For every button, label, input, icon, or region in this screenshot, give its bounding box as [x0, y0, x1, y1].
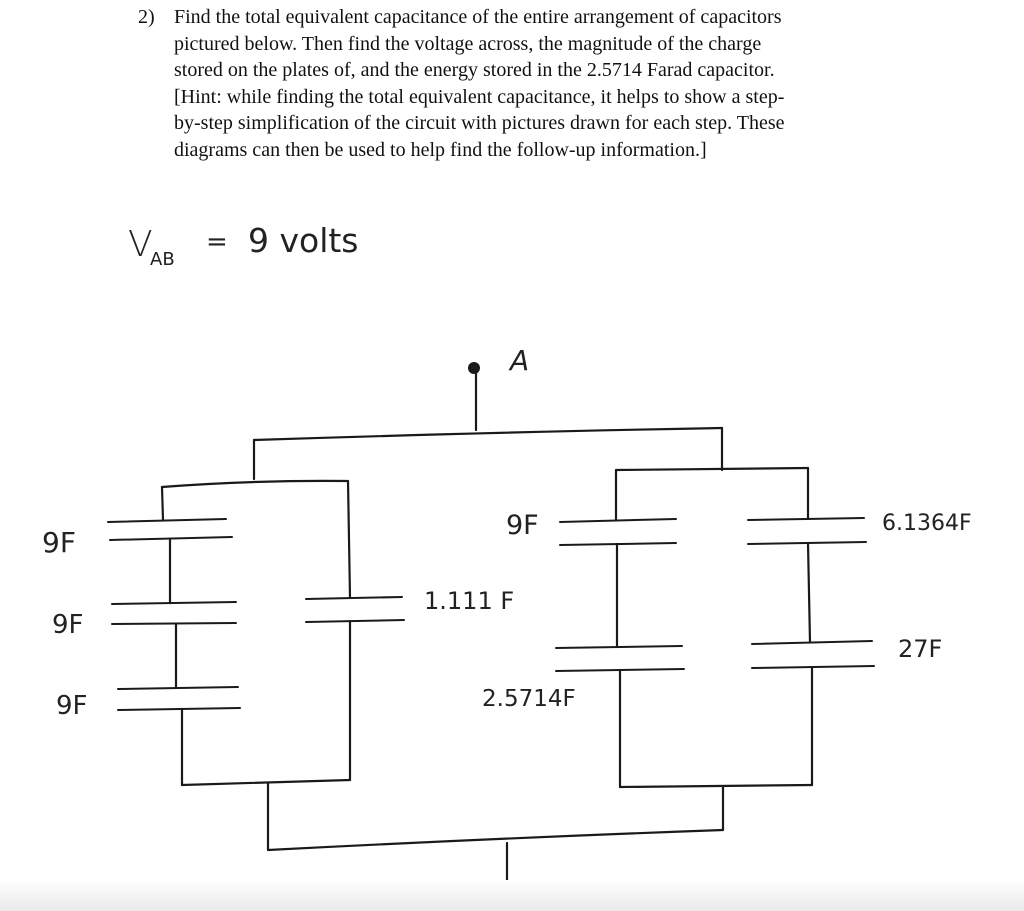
problem-line-4: [Hint: while finding the total equivalent capacitance, it helps to show a step-	[174, 85, 785, 108]
right-block-top	[616, 468, 808, 470]
terminal-a-label: A	[510, 344, 530, 377]
circuit-wires	[162, 371, 812, 883]
given-voltage	[128, 221, 359, 270]
problem-line-5: by-step simplification of the circuit with pictures drawn for each step. These	[174, 112, 785, 134]
voltage-symbol: V	[128, 224, 153, 265]
middle-cap-top-lead	[348, 481, 350, 597]
wire-top	[254, 428, 722, 440]
right-chain-lead	[808, 543, 810, 642]
capacitor-left-mid	[112, 602, 236, 624]
terminal-a-dot	[468, 362, 480, 374]
problem-line-1: Find the total equivalent capacitance of the entire arrangement of capacitors	[174, 6, 782, 28]
label-center-top: 9F	[506, 510, 539, 541]
problem-number: 2)	[138, 6, 155, 28]
capacitor-right-top	[748, 518, 866, 544]
capacitor-left-bot	[118, 687, 240, 710]
capacitor-center-top	[560, 519, 676, 545]
wire-bottom	[268, 830, 723, 850]
left-block-top	[162, 481, 348, 487]
voltage-value: 9 volts	[248, 221, 359, 260]
right-block-bottom	[620, 785, 812, 787]
label-left-top: 9F	[42, 526, 76, 559]
label-middle: 1.111 F	[424, 587, 515, 615]
problem-line-6: diagrams can then be used to help find the follow-up information.]	[174, 138, 707, 161]
label-right-bot: 27F	[898, 635, 943, 663]
voltage-subscript: AB	[150, 249, 175, 270]
page-bottom-edge	[0, 880, 1024, 911]
label-center-bot: 2.5714F	[482, 686, 576, 712]
capacitor-middle	[306, 597, 404, 622]
capacitor-left-top	[108, 519, 232, 540]
left-block-bottom	[182, 780, 350, 785]
capacitor-center-bot	[556, 646, 684, 671]
left-chain-top-lead	[162, 487, 163, 520]
equals-sign: =	[206, 227, 228, 257]
label-left-bot: 9F	[56, 691, 88, 721]
problem-line-2: pictured below. Then find the voltage across, the magnitude of the charge	[174, 32, 762, 55]
label-right-top: 6.1364F	[882, 511, 972, 536]
problem-line-3: stored on the plates of, and the energy stored in the 2.5714 Farad capacitor.	[174, 59, 775, 81]
capacitor-right-bot	[752, 641, 874, 668]
label-left-mid: 9F	[52, 610, 84, 640]
